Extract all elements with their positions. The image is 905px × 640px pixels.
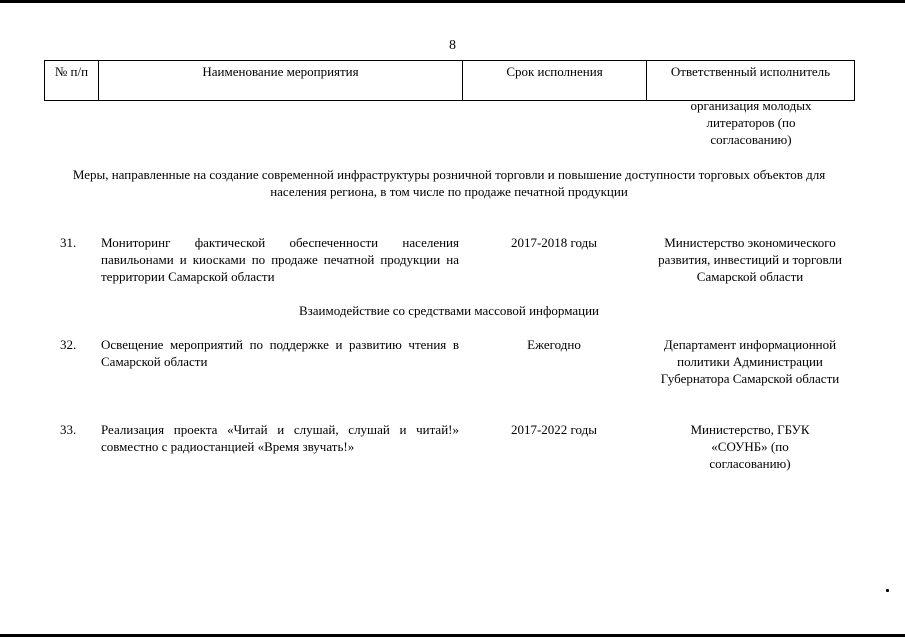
header-number-label: № п/п <box>54 64 89 79</box>
row-31-term: 2017-2018 годы <box>510 235 598 250</box>
header-number <box>45 61 99 101</box>
row-31-number: 31. <box>60 235 77 250</box>
page-number: 8 <box>449 38 456 53</box>
table-header <box>44 60 855 101</box>
row-33-responsible: Министерство, ГБУК «СОУНБ» (по согласованию) <box>690 422 810 471</box>
section-heading-media: Взаимодействие со средствами массовой информации <box>298 303 600 318</box>
row-32-term: Ежегодно <box>527 337 581 352</box>
header-term: Срок исполнения <box>463 61 647 101</box>
header-responsible: Ответственный исполнитель <box>647 61 855 101</box>
row-32-responsible: Департамент информационной политики Администрации Губернатора Самарской области <box>660 337 840 386</box>
row-31-name: Мониторинг фактической обеспеченности населения павильонами и киосками по продаже печатной продукции на территории Самарской области <box>101 235 459 284</box>
row-33-term: 2017-2022 годы <box>510 422 598 437</box>
row-33-name: Реализация проекта «Читай и слушай, слушай и читай!» совместно с радиостанцией «Время звучать!» <box>101 422 459 454</box>
bottom-scan-border <box>0 634 905 637</box>
scan-speck <box>886 589 889 592</box>
section-heading-retail: Меры, направленные на создание современной инфраструктуры розничной торговли и повышение доступности торговых объектов для населения региона, в том числе по продаже печатной продукции <box>72 167 826 199</box>
row-32-name: Освещение мероприятий по поддержке и развитию чтения в Самарской области <box>101 337 459 369</box>
row-32-number: 32. <box>60 337 77 352</box>
row-31-responsible: Министерство экономического развития, инвестиций и торговли Самарской области <box>658 235 842 284</box>
continuation-responsible: организация молодых литераторов (по согласованию) <box>690 98 812 147</box>
header-name: Наименование мероприятия <box>99 61 463 101</box>
row-33-number: 33. <box>60 422 77 437</box>
top-scan-border <box>0 0 905 3</box>
table-header-row <box>45 61 855 101</box>
